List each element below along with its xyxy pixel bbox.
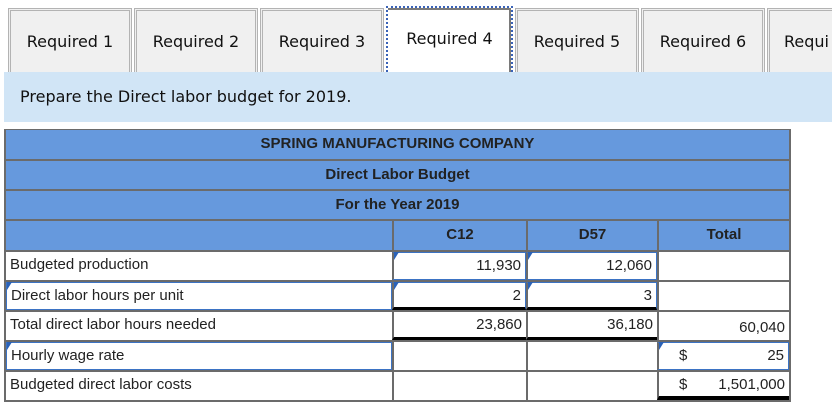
- tab-required-4[interactable]: Required 4: [386, 6, 513, 72]
- table-row-total-hours: [4, 310, 791, 340]
- table-row-labor-costs: [4, 370, 791, 402]
- c12-budgeted-production-input[interactable]: 11,930: [392, 252, 526, 280]
- total-hours-per-unit: [657, 282, 789, 310]
- row-label: Budgeted production: [10, 256, 149, 273]
- table-row-hours-per-unit: [4, 280, 791, 310]
- tab-required-6[interactable]: Required 6: [641, 8, 765, 72]
- tab-bar: [8, 8, 832, 72]
- row-label: Budgeted direct labor costs: [10, 376, 192, 393]
- company-name: SPRING MANUFACTURING COMPANY: [4, 129, 791, 159]
- budget-title: Direct Labor Budget: [4, 159, 791, 189]
- d57-labor-costs: [526, 372, 657, 400]
- tab-required-1[interactable]: Required 1: [8, 8, 132, 72]
- column-header-d57: D57: [526, 221, 657, 250]
- total-hourly-wage-input[interactable]: $ 25: [657, 342, 789, 370]
- hours-per-unit-label-select[interactable]: Direct labor hours per unit: [6, 282, 392, 310]
- input-marker-icon: [7, 282, 12, 290]
- currency-symbol: $: [679, 347, 688, 364]
- input-marker-icon: [528, 282, 533, 290]
- budget-period: For the Year 2019: [4, 189, 791, 219]
- d57-budgeted-production-input[interactable]: 12,060: [526, 252, 657, 280]
- d57-total-hours: 36,180: [526, 312, 657, 340]
- input-marker-icon: [394, 252, 399, 260]
- c12-total-hours: 23,860: [392, 312, 526, 340]
- table-row-budgeted-production: [4, 250, 791, 280]
- hourly-wage-label-select[interactable]: Hourly wage rate: [6, 342, 392, 370]
- input-marker-icon: [659, 342, 664, 350]
- currency-symbol: $: [679, 376, 688, 393]
- c12-hours-per-unit-input[interactable]: 2: [392, 282, 526, 310]
- instruction-text: Prepare the Direct labor budget for 2019.: [4, 72, 832, 122]
- column-header-total: Total: [657, 221, 789, 250]
- input-marker-icon: [7, 342, 12, 350]
- total-budgeted-production: [657, 252, 789, 280]
- input-marker-icon: [528, 252, 533, 260]
- tab-required-2[interactable]: Required 2: [134, 8, 258, 72]
- table-row-hourly-wage: [4, 340, 791, 370]
- total-labor-costs: $ 1,501,000: [657, 372, 789, 400]
- c12-hourly-wage: [392, 342, 526, 370]
- tab-required-5[interactable]: Required 5: [515, 8, 639, 72]
- d57-hourly-wage: [526, 342, 657, 370]
- total-hours: 60,040: [657, 312, 789, 340]
- d57-hours-per-unit-input[interactable]: 3: [526, 282, 657, 310]
- input-marker-icon: [394, 282, 399, 290]
- row-label: Total direct labor hours needed: [10, 316, 216, 333]
- column-header-label: [6, 221, 392, 250]
- tab-required-3[interactable]: Required 3: [260, 8, 384, 72]
- column-header-row: [4, 219, 791, 250]
- c12-labor-costs: [392, 372, 526, 400]
- column-header-c12: C12: [392, 221, 526, 250]
- direct-labor-budget-table: [4, 129, 791, 402]
- tab-required-7[interactable]: Requi: [767, 8, 832, 72]
